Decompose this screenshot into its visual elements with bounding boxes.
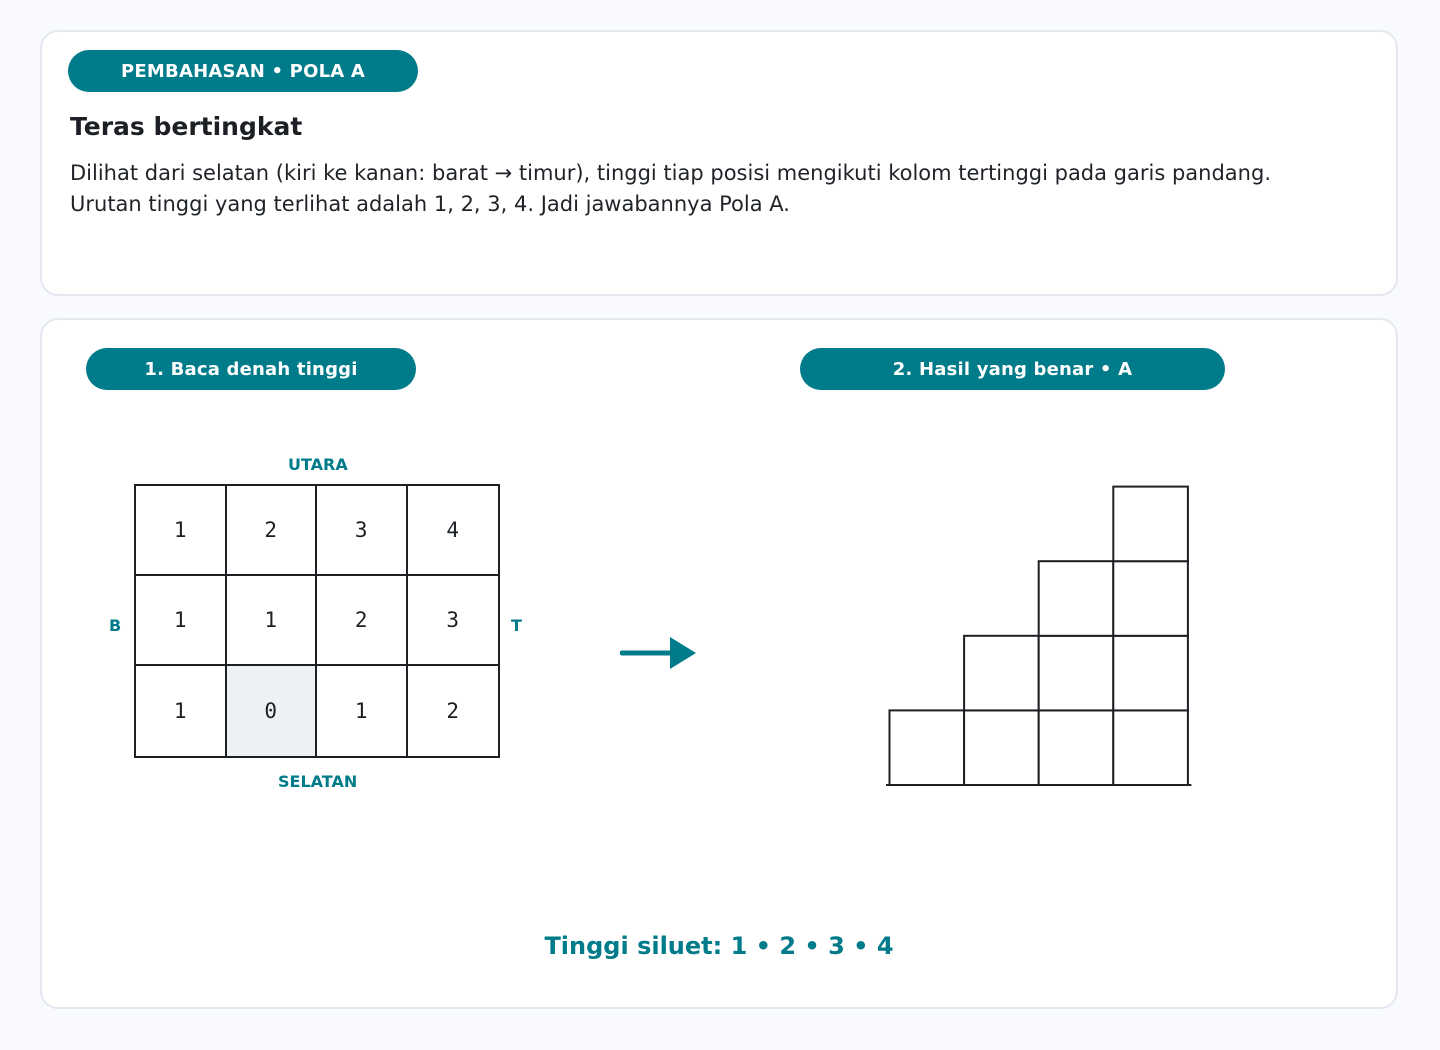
answer-badge: PEMBAHASAN • POLA A (68, 50, 418, 92)
explanation-text: Dilihat dari selatan (kiri ke kanan: barat → timur), tinggi tiap posisi mengikuti kolom tertinggi pada garis pandang. Urutan tinggi yang terlihat adalah 1, 2, 3, 4. Jadi jawabannya Pola A. (70, 161, 1271, 216)
silhouette-diagram (886, 485, 1206, 790)
step-1-label: 1. Baca denah tinggi (86, 348, 416, 390)
height-cell: 0 (227, 666, 318, 756)
height-cell: 2 (227, 486, 318, 576)
silhouette-block (1113, 710, 1188, 785)
silhouette-block (1113, 561, 1188, 636)
height-cell: 2 (446, 699, 460, 723)
silhouette-block (1113, 636, 1188, 711)
explanation-title: Teras bertingkat (70, 112, 303, 141)
silhouette-block (1039, 561, 1114, 636)
direction-east-label: T (511, 616, 522, 635)
step-2-label: 2. Hasil yang benar • A (800, 348, 1225, 390)
silhouette-summary: Tinggi siluet: 1 • 2 • 3 • 4 (544, 932, 894, 960)
height-cell: 4 (408, 486, 499, 576)
height-cell: 1 (136, 576, 227, 666)
silhouette-block (1039, 636, 1114, 711)
direction-west-label: B (109, 616, 122, 635)
height-cell: 2 (317, 576, 408, 666)
height-map-grid (134, 484, 500, 758)
silhouette-block (890, 710, 965, 785)
height-cell: 3 (317, 486, 408, 576)
height-cell: 1 (136, 666, 227, 756)
solution-card (40, 318, 1398, 1009)
silhouette-block (964, 710, 1039, 785)
height-cell: 3 (408, 576, 499, 666)
silhouette-block (1113, 487, 1188, 562)
explanation-card (40, 30, 1398, 296)
direction-north-label: UTARA (288, 455, 348, 474)
height-cell: 1 (136, 486, 227, 576)
silhouette-block (1039, 710, 1114, 785)
silhouette-block (964, 636, 1039, 711)
direction-south-label: SELATAN (278, 772, 358, 791)
height-cell: 1 (227, 576, 318, 666)
right-arrow-icon (620, 634, 700, 672)
height-cell: 1 (317, 666, 408, 756)
